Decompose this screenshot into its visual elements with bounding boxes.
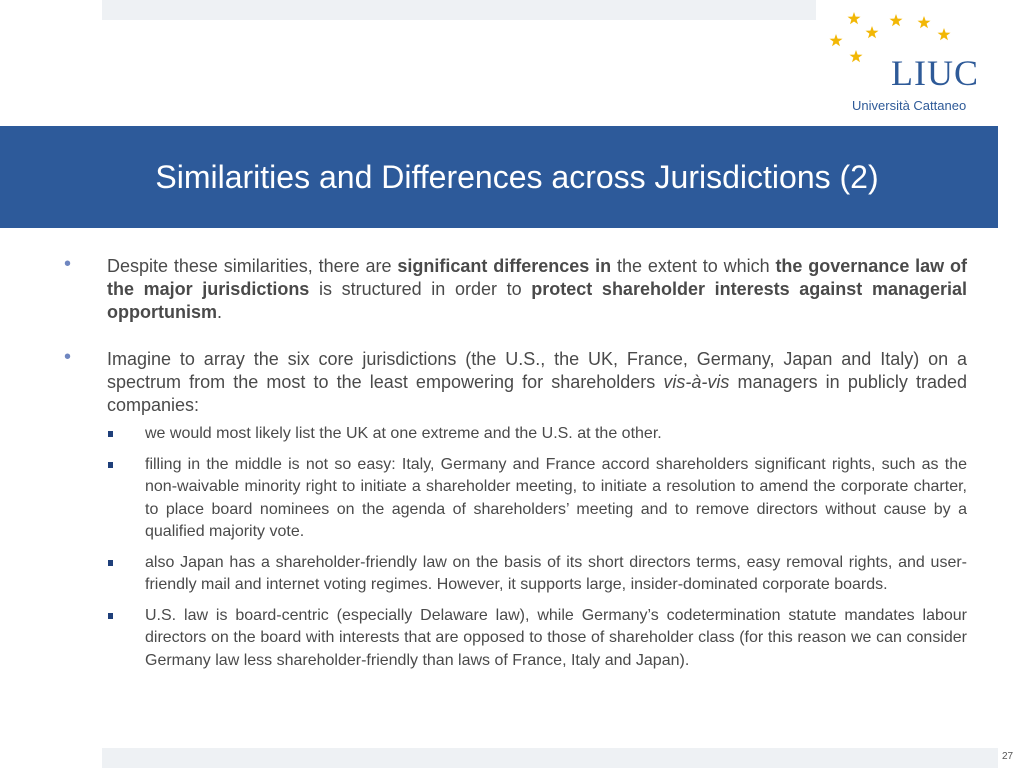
sub-bullet-text: filling in the middle is not so easy: Italy, Germany and France accord shareholders significant rights, such as the non-waivable minority right to initiate a shareholder meeting, to initiate a resolution to amend the corporate charter, to place board nominees on the agenda of shareholders’ meeting and to remove directors without cause by a qualified majority vote.: [145, 455, 967, 540]
page-number: 27: [1002, 751, 1014, 762]
square-bullet-icon: [108, 462, 113, 468]
square-bullet-icon: [108, 431, 113, 437]
square-bullet-icon: [108, 613, 113, 619]
sub-bullet-item: [64, 454, 967, 544]
bullet-dot-icon: •: [64, 253, 72, 275]
slide-title: Similarities and Differences across Jurisdictions (2): [155, 158, 879, 195]
title-bar: [0, 126, 998, 228]
sub-bullet-text: also Japan has a shareholder-friendly law on the basis of its short directors terms, easy removal rights, and user-friendly mail and internet voting regimes. However, it supports large, insider-dominated corporate boards.: [145, 553, 967, 593]
logo-subtitle: Università Cattaneo: [852, 98, 967, 113]
bullet-item: [64, 255, 967, 324]
sub-bullet-item: [64, 552, 967, 597]
bottom-band: [102, 748, 998, 768]
top-band: [102, 0, 816, 20]
sub-bullet-text: we would most likely list the UK at one extreme and the U.S. at the other.: [145, 425, 662, 442]
bullet-text: Imagine to array the six core jurisdictions (the U.S., the UK, France, Germany, Japan and Italy) on a spectrum from the most to the least empowering for shareholders vis-à-vis managers in publicly traded companies:: [107, 349, 967, 415]
slide-content: [64, 255, 967, 680]
logo-wordmark: LIUC: [891, 53, 979, 93]
sub-bullet-text: U.S. law is board-centric (especially Delaware law), while Germany’s codetermination statute mandates labour directors on the board with interests that are opposed to those of shareholder class (for this reason we can consider Germany law less shareholder-friendly than laws of France, Italy and Japan).: [145, 606, 967, 669]
bullet-dot-icon: •: [64, 346, 72, 368]
bullet-text: Despite these similarities, there are significant differences in the extent to which the governance law of the major jurisdictions is structured in order to protect shareholder interests against managerial opportunism.: [107, 256, 968, 322]
sub-bullet-item: [64, 423, 967, 446]
sub-bullet-list: [64, 423, 967, 672]
square-bullet-icon: [108, 560, 113, 566]
sub-bullet-item: [64, 605, 967, 673]
bullet-item: [64, 348, 967, 417]
